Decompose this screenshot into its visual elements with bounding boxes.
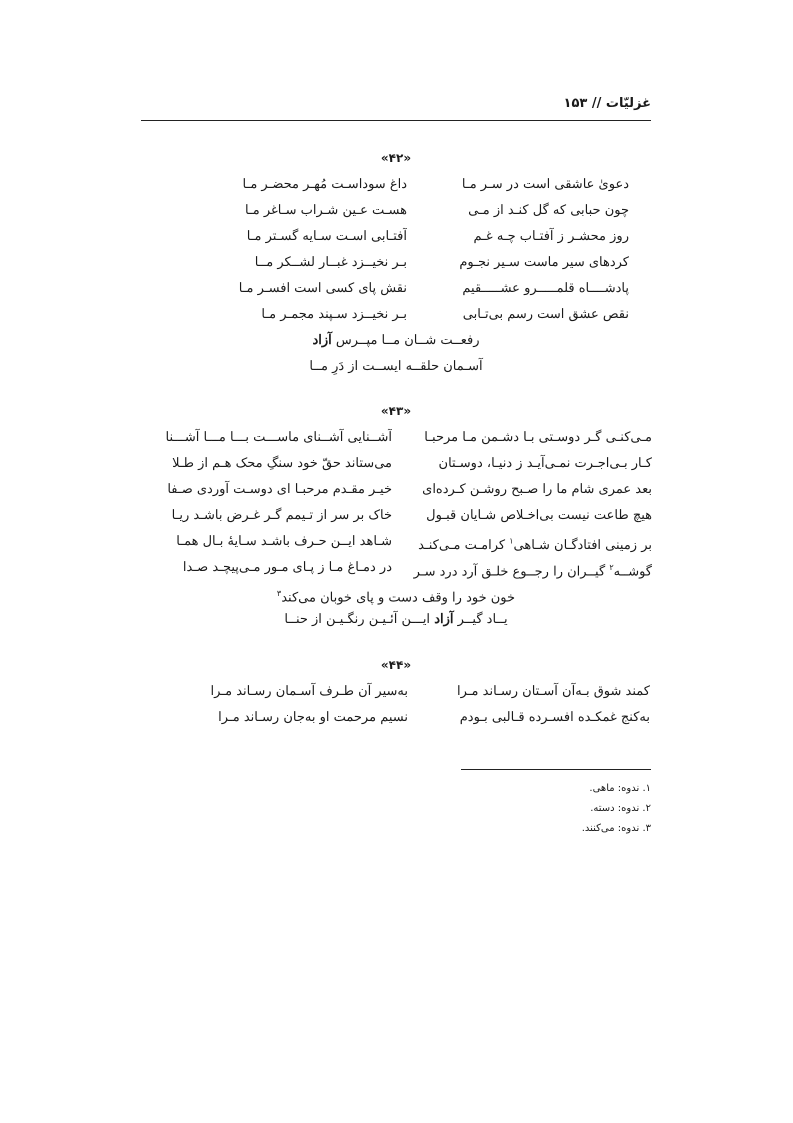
- hemistich-left: در دمـاغ مـا ز پـای مـور مـی‌پیچـد صـدا: [182, 560, 392, 575]
- couplet: [146, 451, 652, 477]
- closing-line: [141, 354, 651, 380]
- footnote-marker: ۱: [509, 537, 514, 546]
- couplet: [222, 172, 629, 198]
- closing-line: [141, 607, 651, 633]
- hemistich-left: بـر نخیــزد غبــار لشــکر مــا: [254, 255, 407, 270]
- hemistich-right: گوشــه$^۲$ گیــران را رجــوع خلـق آرد درد سـر: [413, 563, 652, 580]
- hemistich-right: کردهای سیر ماست سـیر نجـوم: [459, 255, 629, 270]
- poem-number: «۴۳»: [380, 404, 412, 418]
- hemistich-right: بعد عمری شام ما را صـبح روشـن کـرده‌ای: [422, 482, 652, 497]
- hemistich-left: به‌سیر آن طـرف آسـمان رسـاند مـرا: [210, 684, 408, 699]
- hemistich-right: چون حبابی که گل کنـد از مـی: [468, 203, 629, 218]
- hemistich-right: کـار بـی‌اجـرت نمـی‌آیـد ز دنیـا، دوسـتان: [438, 456, 652, 471]
- poem-number: «۴۴»: [380, 658, 412, 672]
- couplet: [222, 198, 629, 224]
- hemistich-left: بـر نخیــزد سـپند مجمـر مـا: [261, 307, 407, 322]
- hemistich-left: نقش پای کسی است افسـر مـا: [238, 281, 407, 296]
- hemistich-right: هیچ طاعت نیست بی‌اخـلاص شـایان قبـول: [426, 508, 652, 523]
- couplet: [190, 679, 650, 705]
- running-title: غزلیّات // ۱۵۳: [563, 96, 651, 111]
- hemistich-right: نقص عشق است رسم بی‌تـابی: [462, 307, 629, 322]
- hemistich-left: نسیم مرحمت او به‌جان رسـاند مـرا: [218, 710, 408, 725]
- poem-number: «۴۲»: [380, 151, 412, 165]
- closing-line: [141, 328, 651, 354]
- header-rule: [141, 120, 651, 121]
- hemistich-right: دعویٰ عاشقی است در سـر مـا: [461, 177, 629, 192]
- couplet: [222, 224, 629, 250]
- couplet: [146, 529, 652, 555]
- closing-line: [141, 581, 651, 607]
- hemistich-right: به‌کنج غمکـده افسـرده قـالبی بـودم: [459, 710, 650, 725]
- couplet: [222, 302, 629, 328]
- couplet: [146, 425, 652, 451]
- hemistich-left: داغ سوداسـت مُهـر محضـر مـا: [242, 177, 407, 192]
- couplet: [190, 705, 650, 731]
- couplet: [146, 555, 652, 581]
- footnote-marker: ۲: [609, 563, 614, 572]
- closing-line-text: ایـــن آئـیـن رنگـیـن از حنــا: [284, 612, 435, 627]
- hemistich-left: آشــنایی آشــنای ماســـت بـــا مـــا آشـــنا: [165, 430, 392, 445]
- hemistich-left: شـاهد ایــن حـرف باشـد سـایهٔ بـال همـا: [176, 534, 392, 549]
- hemistich-left: هسـت عـین شـراب سـاغر مـا: [244, 203, 407, 218]
- footnote-marker: ۳: [276, 589, 282, 598]
- footnote: ۲. ندوه: دسته.: [590, 803, 651, 814]
- hemistich-right: روز محشـر ز آفتـاب چـه غـم: [473, 229, 629, 244]
- hemistich-right: پادشــــاه قلمـــــرو عشـــــقیم: [462, 281, 629, 296]
- closing-line-text: رفعــت شــان مــا مپــرس: [331, 333, 480, 348]
- hemistich-left: می‌ستاند حقّ خود سنگِ محک هـم از طـلا: [172, 456, 392, 471]
- closing-line-text: آسـمان حلقــه ایســت از دَرِ مــا: [309, 359, 483, 374]
- hemistich-left: خاک بر سر از تـیمم گـر غـرض باشـد ریـا: [171, 508, 392, 523]
- footnote: ۳. ندوه: می‌کنند.: [581, 823, 651, 834]
- couplet: [146, 503, 652, 529]
- hemistich-right: کمند شوق بـه‌آن آسـتان رسـاند مـرا: [456, 684, 650, 699]
- closing-line-text: خون خود را وقف دست و پای خوبان می‌کند: [281, 590, 516, 606]
- poet-name: آزاد: [434, 612, 454, 627]
- couplet: [222, 276, 629, 302]
- couplet: [222, 250, 629, 276]
- hemistich-text: بر زمینی افتادگـان شـاهی$^۱$ کرامـت مـی‌کنـد: [418, 537, 652, 554]
- hemistich-right: [406, 529, 652, 555]
- hemistich-left: آفتـابی اسـت سـایه گسـتر مـا: [246, 229, 407, 244]
- poet-name: آزاد: [312, 333, 332, 348]
- hemistich-left: خیـر مقـدم مرحبـا ای دوسـت آوردی صـفا: [167, 482, 392, 497]
- hemistich-right: مـی‌کنـی گـر دوسـتی بـا دشـمن مـا مرحبـا: [424, 430, 652, 445]
- closing-line-text: یــاد گیــر: [453, 612, 508, 627]
- couplet: [146, 477, 652, 503]
- footnote-rule: [461, 769, 651, 770]
- footnote: ۱. ندوه: ماهی.: [589, 783, 651, 794]
